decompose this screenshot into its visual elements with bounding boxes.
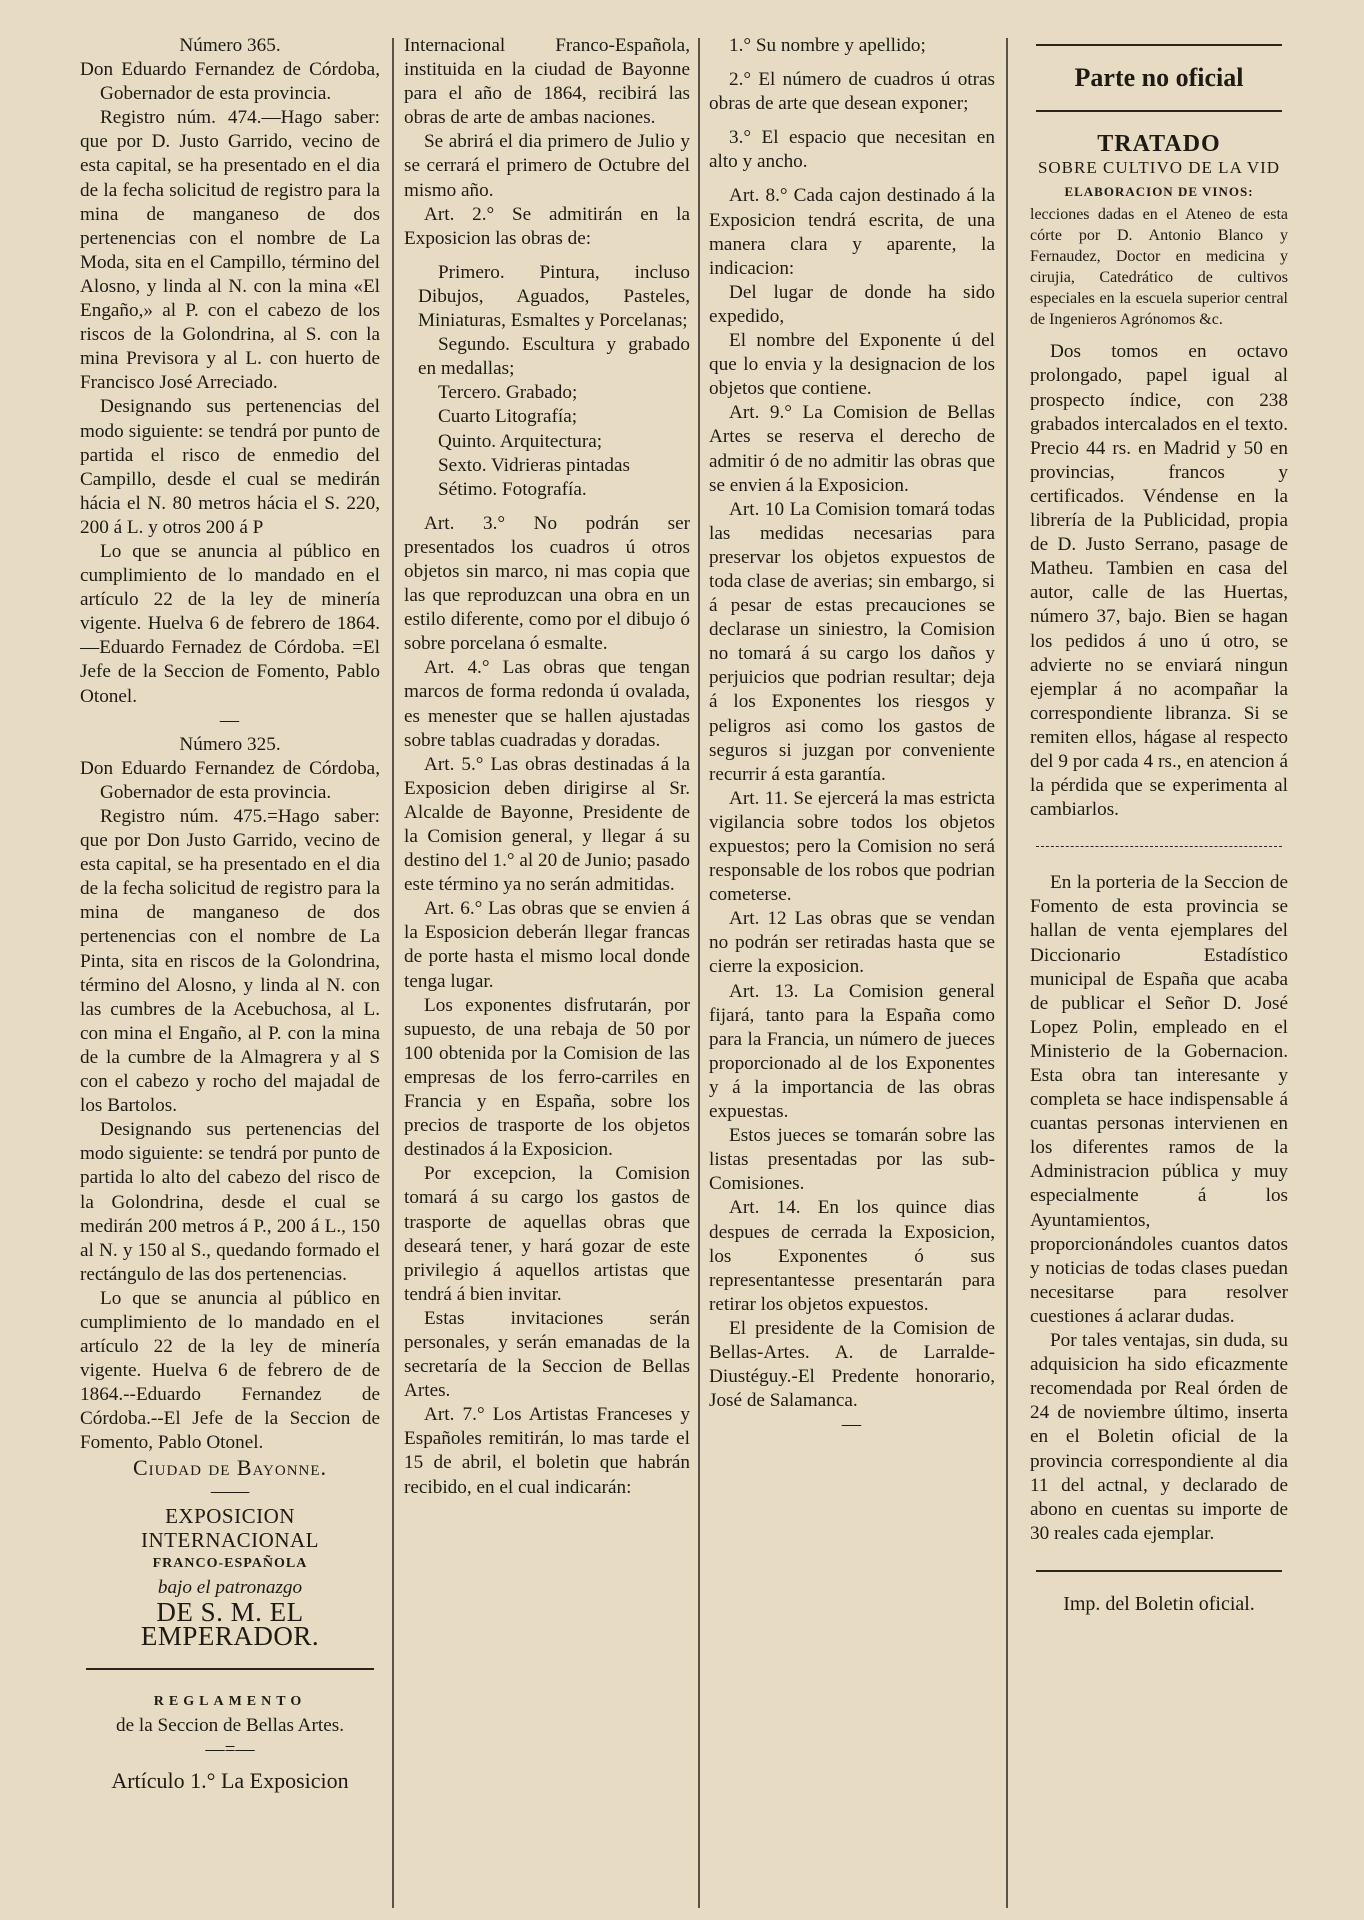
notice-325-heading: Don Eduardo Fernandez de Córdoba, Gobernador de esta provincia.	[80, 757, 380, 803]
list-item: Primero. Pintura, incluso Dibujos, Aguados, Pasteles, Miniaturas, Esmaltes y Porcelanas;	[418, 261, 690, 332]
notice-365-boundaries: Designando sus pertenencias del modo siguiente: se tendrá por punto de partida el risco de enmedio del Campillo, desde el cual se medirán hácia el N. 80 metros hácia el S. 220, 200 á L. y otros 200 á P	[80, 396, 380, 538]
column-rule	[698, 38, 700, 1908]
regulation-section: de la Seccion de Bellas Artes.	[115, 1715, 345, 1737]
divider	[1036, 846, 1282, 847]
exposition-title: EXPOSICION INTERNACIONAL	[141, 1503, 319, 1552]
divider	[1036, 110, 1282, 112]
column-rule	[1006, 38, 1008, 1908]
column-3	[709, 34, 995, 1910]
dictionary-notice: En la porteria de la Seccion de Fomento de esta provincia se hallan de venta ejemplares del Diccionario Estadístico municipal de España que acaba de publicar el Señor D. José Lopez Polin, empleado en el Ministerio de la Gobernacion. Esta obra tan interesante y completa se hace indispensable á cuantas personas intervienen en los diferentes ramos de la Administracion pública y muy especialmente á los Ayuntamientos, proporcionándoles cuantos datos y noticias de todas clases puedan necesitarse para resolver cuestiones á aclarar dudas.	[1030, 872, 1288, 1327]
divider	[1036, 1570, 1282, 1572]
list-item: Cuarto Litografía;	[438, 406, 578, 428]
list-item: Sexto. Vidrieras pintadas	[438, 454, 630, 476]
article-12: Art. 12 Las obras que se vendan no podrán ser retiradas hasta que se cierre la exposicion.	[709, 908, 995, 978]
exposition-subtitle: FRANCO-ESPAÑOLA	[152, 1555, 308, 1571]
article-11: Art. 11. Se ejercerá la mas estricta vigilancia sobre todos los objetos expuestos; pero la Comision no será responsable de los robos que podrian cometerse.	[709, 787, 995, 906]
treatise-subheading: ELABORACION DE VINOS:	[1064, 184, 1254, 200]
article-14: Art. 14. En los quince dias despues de cerrada la Exposicion, los Exponentes ó sus representantesse presentarán para retirar los objetos expuestos.	[709, 1197, 995, 1315]
art-categories-list	[404, 261, 690, 502]
printer-imprint: Imp. del Boletin oficial.	[1063, 1592, 1255, 1615]
treatise-title: TRATADO	[1097, 131, 1221, 158]
list-item: 2.° El número de cuadros ú otras obras de arte que desean exponer;	[709, 69, 995, 115]
article-3: Art. 3.° No podrán ser presentados los cuadros ú otros objetos sin marco, ni mas copia que las que reproduzcan una obra en un estilo diferente, como por el dibujo ó sobre porcelana ó esmalte.	[404, 512, 690, 655]
column-rule	[392, 38, 394, 1908]
exponent-discount: Los exponentes disfrutarán, por supuesto, de una rebaja de 50 por 100 obtenida por la Comision de las empresas de los ferro-carriles en Francia y en España, sobre los precios de trasporte de los objetos destinados á la Exposicion.	[404, 994, 690, 1161]
divider	[86, 1668, 374, 1670]
emperor-line: DE S. M. EL EMPERADOR.	[140, 1597, 320, 1652]
opening-dates: Se abrirá el dia primero de Julio y se cerrará el primero de Octubre del mismo año.	[404, 131, 690, 201]
notice-365-number: Número 365.	[179, 35, 281, 56]
treatise-lectures: lecciones dadas en el Ateneo de esta córte por D. Antonio Blanco y Fernaudez, Doctor en medicina y cirujia, Catedrático de cultivos especiales en la escuela superior central de Ingenieros Agrónomos &c.	[1030, 206, 1288, 329]
judges-line: Estos jueces se tomarán sobre las listas presentadas por las sub-Comisiones.	[709, 1125, 995, 1195]
treatise-subtitle: SOBRE CULTIVO DE LA VID	[1037, 158, 1281, 178]
notice-365-body: Registro núm. 474.—Hago saber: que por D. Justo Garrido, vecino de esta capital, se ha presentado en el dia de la fecha solicitud de registro para la mina de manganeso de dos pertenencias con el nombre de La Moda, sita en el Campillo, término del Alosno, y linda al N. con la mina «El Engaño,» al P. con el cabezo de los riscos de la Golondrina, al S. con la mina Previsora y al L. con huerto de Francisco José Arreciado.	[80, 107, 380, 394]
commission-exception: Por excepcion, la Comision tomará á su cargo los gastos de trasporte de aquellas obras que deseará tener, y hará gozar de este privilegio á aquellos artistas que tendrá á bien invitar.	[404, 1163, 690, 1305]
notice-325-body: Registro núm. 475.=Hago saber: que por Don Justo Garrido, vecino de esta capital, se ha presentado en el dia de la fecha solicitud de registro para la mina de manganeso de dos pertenencias con el nombre de La Pinta, sita en riscos de la Golondrina, término del Alosno, y linda al N. con las cumbres de la Acebuchosa, al L. con mina el Engaño, al P. con la mina de la cumbre de la Almagrera y al S con el cabezo y rocho del majadal de los Bartolos.	[80, 806, 380, 1117]
notice-365-heading: Don Eduardo Fernandez de Córdoba, Gobernador de esta provincia.	[80, 59, 380, 105]
column-4	[1030, 34, 1288, 1910]
dictionary-recommendation: Por tales ventajas, sin duda, su adquisicion ha sido eficazmente recomendada por Real órden de 24 de noviembre último, inserta en el Boletin oficial de la provincia correspondiente al dia 11 del actnal, y declarado de abono en cuentas su importe de 30 reales cada ejemplar.	[1030, 1330, 1288, 1544]
list-item: Segundo. Escultura y grabado en medallas;	[418, 334, 690, 380]
treatise-details: Dos tomos en octavo prolongado, papel igual al prospecto índice, con 238 grabados intercalados en el texto. Precio 44 rs. en Madrid y 50 en provincias, francos y certificados. Véndense en la librería de la Publicidad, propia de D. Justo Serrano, pasage de Matheu. Tambien en casa del autor, calle de las Huertas, número 37, bajo. Bien se hagan los pedidos á uno ú otro, se advierte no se enviará ningun ejemplar á no acompañar la correspondiente libranza. Si se remiten ellos, hágase al respecto del 9 por cada 4 rs., en atencion á la pérdida que se experimenta al cambiarlos.	[1030, 341, 1288, 821]
article-1-continued: Internacional Franco-Española, instituida en la ciudad de Bayonne para el año de 1864, recibirá las obras de arte de ambas naciones.	[404, 35, 690, 129]
separator: —=—	[205, 1739, 255, 1761]
list-item: Tercero. Grabado;	[438, 382, 578, 404]
separator: —	[219, 709, 241, 731]
list-item: 1.° Su nombre y apellido;	[729, 35, 926, 56]
regulation-title: REGLAMENTO	[153, 1694, 307, 1710]
column-2	[404, 34, 690, 1910]
article-8: Art. 8.° Cada cajon destinado á la Exposicion tendrá escrita, de una manera clara y aparente, la indicacion:	[709, 185, 995, 279]
origin-line: Del lugar de donde ha sido expedido,	[709, 281, 995, 327]
article-1-start: Artículo 1.° La Exposicion	[111, 1767, 349, 1793]
article-6: Art. 6.° Las obras que se envien á la Esposicion deberán llegar francas de porte hasta el mismo local donde tenga lugar.	[404, 898, 690, 992]
article-4: Art. 4.° Las obras que tengan marcos de forma redonda ú ovalada, es menester que se hallen ajustadas sobre tablas cuadradas y doradas.	[404, 657, 690, 751]
list-item: 3.° El espacio que necesitan en alto y ancho.	[709, 127, 995, 173]
separator: —	[841, 1414, 863, 1436]
column-1	[80, 34, 380, 1910]
article-13: Art. 13. La Comision general fijará, tanto para la España como para la Francia, un número de jueces proporcionado al de los Exponentes y á la importancia de las obras expuestas.	[709, 980, 995, 1123]
article-10: Art. 10 La Comision tomará todas las medidas necesarias para preservar los objetos expuestos de toda clase de averias; sin embargo, si á pesar de estas precauciones se declarase un siniestro, la Comision no tomará á su cargo los daños y perjuicios que podrian resultar; deja á los Exponentes los riesgos y peligros asi como los gastos de seguros si juzgan por conveniente recurrir á esta garantía.	[709, 498, 995, 785]
patronage-line: bajo el patronazgo	[157, 1577, 303, 1598]
notice-325-number: Número 325.	[179, 733, 281, 755]
city-heading: Ciudad de Bayonne.	[132, 1454, 328, 1480]
notice-325-closing: Lo que se anuncia al público en cumplimiento de lo mandado en el artículo 22 de la ley de minería vigente. Huelva 6 de febrero de de 1864.--Eduardo Fernandez de Córdoba.--El Jefe de la Seccion de Fomento, Pablo Otonel.	[80, 1287, 380, 1454]
notice-325-boundaries: Designando sus pertenencias del modo siguiente: se tendrá por punto de partida lo alto del cabezo del risco de la Golondrina, desde el cual se medirán 200 metros á P., 200 á L., 150 al N. y 150 al S., quedando formado el rectángulo de las dos pertenencias.	[80, 1119, 380, 1285]
article-9: Art. 9.° La Comision de Bellas Artes se reserva el derecho de admitir ó de no admitir las obras que se envien á la Exposicion.	[709, 402, 995, 496]
section-title: Parte no oficial	[1074, 63, 1244, 92]
article-5: Art. 5.° Las obras destinadas á la Exposicion deben dirigirse al Sr. Alcalde de Bayonne, Presidente de la Comision general, y llegar á su destino del 1.° al 20 de Junio; pasado este término ya no serán admitidas.	[404, 753, 690, 896]
exponent-name-line: El nombre del Exponente ú del que lo envia y la designacion de los objetos que contiene.	[709, 330, 995, 400]
list-item: Sétimo. Fotografía.	[438, 478, 587, 500]
notice-365-closing: Lo que se anuncia al público en cumplimiento de lo mandado en el artículo 22 de la ley de minería vigente. Huelva 6 de febrero de 1864.—Eduardo Fernadez de Córdoba. =El Jefe de la Seccion de Fomento, Pablo Otonel.	[80, 540, 380, 707]
list-item: Quinto. Arquitectura;	[438, 430, 603, 452]
article-7: Art. 7.° Los Artistas Franceses y Españoles remitirán, lo mas tarde el 15 de abril, el boletin que habrán recibido, en el cual indicarán:	[404, 1404, 690, 1498]
invitations: Estas invitaciones serán personales, y serán emanadas de la secretaría de la Seccion de Bellas Artes.	[404, 1307, 690, 1402]
separator: ——	[210, 1480, 250, 1502]
signature-block: El presidente de la Comision de Bellas-Artes. A. de Larralde-Diustéguy.-El Predente honorario, José de Salamanca.	[709, 1317, 995, 1412]
divider	[1036, 44, 1282, 46]
article-2: Art. 2.° Se admitirán en la Exposicion las obras de:	[404, 203, 690, 249]
